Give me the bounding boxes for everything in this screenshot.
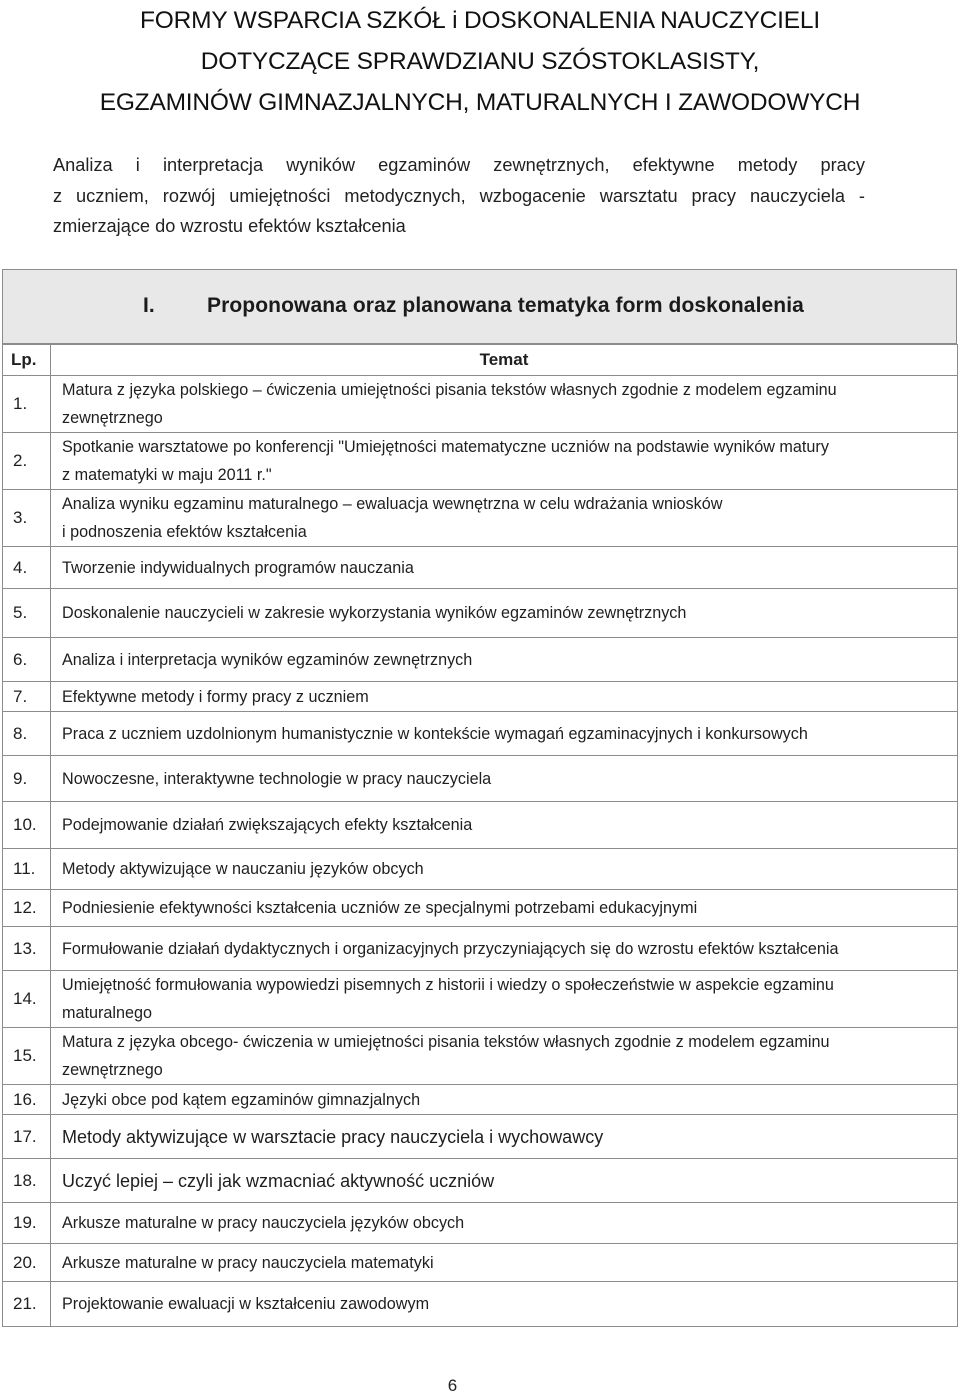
row-number: 19. bbox=[3, 1203, 51, 1244]
topic-line: Arkusze maturalne w pracy nauczyciela języków obcych bbox=[62, 1214, 465, 1232]
title-line-1: FORMY WSPARCIA SZKÓŁ i DOSKONALENIA NAUCZYCIELI bbox=[140, 7, 820, 34]
row-number: 6. bbox=[3, 638, 51, 682]
table-row bbox=[3, 547, 958, 589]
row-topic bbox=[51, 547, 958, 589]
row-topic bbox=[51, 849, 958, 890]
table-row bbox=[3, 1115, 958, 1159]
row-topic bbox=[51, 1115, 958, 1159]
intro-line-2: z uczniem, rozwój umiejętności metodycznych, wzbogacenie warsztatu pracy nauczyciela - bbox=[53, 185, 865, 206]
topic-line: i podnoszenia efektów kształcenia bbox=[62, 523, 307, 541]
table-row bbox=[3, 1244, 958, 1282]
section-header bbox=[2, 269, 957, 344]
table-row bbox=[3, 927, 958, 971]
row-topic bbox=[51, 589, 958, 638]
intro-line-1: Analiza i interpretacja wyników egzaminów zewnętrznych, efektywne metody pracy bbox=[53, 155, 865, 175]
topic-line: Analiza i interpretacja wyników egzaminów zewnętrznych bbox=[62, 650, 473, 669]
row-number: 8. bbox=[3, 712, 51, 756]
table-row bbox=[3, 1028, 958, 1085]
title-line-3: EGZAMINÓW GIMNAZJALNYCH, MATURALNYCH I ZAWODOWYCH bbox=[99, 89, 861, 116]
row-topic bbox=[51, 1203, 958, 1244]
table-row bbox=[3, 490, 958, 547]
topic-line: Nowoczesne, interaktywne technologie w pracy nauczyciela bbox=[62, 769, 492, 788]
row-number: 15. bbox=[3, 1028, 51, 1085]
topic-line: maturalnego bbox=[62, 1004, 152, 1022]
table-row bbox=[3, 1085, 958, 1115]
row-topic bbox=[51, 1028, 958, 1085]
row-number: 5. bbox=[3, 589, 51, 638]
row-topic bbox=[51, 638, 958, 682]
table-row bbox=[3, 1203, 958, 1244]
table-row bbox=[3, 849, 958, 890]
row-topic bbox=[51, 433, 958, 490]
section-title: Proponowana oraz planowana tematyka form doskonalenia bbox=[207, 294, 804, 317]
row-topic bbox=[51, 682, 958, 712]
column-header-lp: Lp. bbox=[3, 345, 51, 376]
row-topic bbox=[51, 712, 958, 756]
topic-line: Matura z języka polskiego – ćwiczenia umiejętności pisania tekstów własnych zgodnie z modelem egzaminu bbox=[62, 381, 837, 399]
table-row bbox=[3, 890, 958, 927]
topic-line: Praca z uczniem uzdolnionym humanistycznie w kontekście wymagań egzaminacyjnych i konkursowych bbox=[62, 724, 808, 743]
topic-line: Arkusze maturalne w pracy nauczyciela matematyki bbox=[62, 1253, 434, 1272]
table-row bbox=[3, 971, 958, 1028]
table-row bbox=[3, 589, 958, 638]
row-topic bbox=[51, 890, 958, 927]
row-number: 3. bbox=[3, 490, 51, 547]
document-title bbox=[0, 0, 960, 123]
topic-line: zewnętrznego bbox=[62, 1061, 163, 1079]
column-header-temat: Temat bbox=[51, 345, 958, 376]
topic-line: Projektowanie ewaluacji w kształceniu zawodowym bbox=[62, 1295, 430, 1313]
table-row bbox=[3, 638, 958, 682]
topic-line: Doskonalenie nauczycieli w zakresie wykorzystania wyników egzaminów zewnętrznych bbox=[62, 604, 687, 622]
topic-line: Umiejętność formułowania wypowiedzi pisemnych z historii i wiedzy o społeczeństwie w aspekcie egzaminu bbox=[62, 976, 834, 994]
page-number: 6 bbox=[447, 1376, 458, 1395]
table-row bbox=[3, 376, 958, 433]
row-topic bbox=[51, 1244, 958, 1282]
table-row bbox=[3, 756, 958, 802]
title-line-2: DOTYCZĄCE SPRAWDZIANU SZÓSTOKLASISTY, bbox=[200, 48, 760, 75]
row-number: 4. bbox=[3, 547, 51, 589]
row-number: 10. bbox=[3, 802, 51, 849]
row-number: 14. bbox=[3, 971, 51, 1028]
row-topic bbox=[51, 376, 958, 433]
topic-line: Tworzenie indywidualnych programów nauczania bbox=[62, 558, 414, 577]
intro-paragraph bbox=[53, 150, 865, 242]
row-topic bbox=[51, 1159, 958, 1203]
row-number: 13. bbox=[3, 927, 51, 971]
row-topic bbox=[51, 490, 958, 547]
row-number: 17. bbox=[3, 1115, 51, 1159]
table-row bbox=[3, 1282, 958, 1327]
row-number: 20. bbox=[3, 1244, 51, 1282]
row-number: 1. bbox=[3, 376, 51, 433]
topic-line: Efektywne metody i formy pracy z uczniem bbox=[62, 687, 369, 706]
topic-line: Podejmowanie działań zwiększających efekty kształcenia bbox=[62, 816, 473, 834]
table-row bbox=[3, 712, 958, 756]
row-number: 12. bbox=[3, 890, 51, 927]
row-number: 18. bbox=[3, 1159, 51, 1203]
row-topic bbox=[51, 1282, 958, 1327]
table-row bbox=[3, 682, 958, 712]
intro-line-3: zmierzające do wzrostu efektów kształcenia bbox=[53, 216, 406, 236]
topic-line: z matematyki w maju 2011 r." bbox=[62, 466, 272, 484]
row-topic bbox=[51, 1085, 958, 1115]
row-topic bbox=[51, 802, 958, 849]
table-row bbox=[3, 802, 958, 849]
topic-line: zewnętrznego bbox=[62, 409, 163, 427]
table-row bbox=[3, 1159, 958, 1203]
topic-line: Języki obce pod kątem egzaminów gimnazjalnych bbox=[62, 1090, 421, 1109]
section-number: I. bbox=[143, 294, 155, 317]
row-number: 21. bbox=[3, 1282, 51, 1327]
table-row bbox=[3, 433, 958, 490]
topic-line: Spotkanie warsztatowe po konferencji "Umiejętności matematyczne uczniów na podstawie wyników matury bbox=[62, 438, 829, 456]
topic-line: Metody aktywizujące w warsztacie pracy nauczyciela i wychowawcy bbox=[62, 1126, 604, 1147]
table-header-row bbox=[3, 345, 958, 376]
row-number: 7. bbox=[3, 682, 51, 712]
topics-table bbox=[2, 344, 958, 1327]
row-number: 2. bbox=[3, 433, 51, 490]
row-topic bbox=[51, 756, 958, 802]
topic-line: Analiza wyniku egzaminu maturalnego – ewaluacja wewnętrzna w celu wdrażania wniosków bbox=[62, 495, 723, 513]
topic-line: Uczyć lepiej – czyli jak wzmacniać aktywność uczniów bbox=[62, 1170, 495, 1191]
row-number: 11. bbox=[3, 849, 51, 890]
row-number: 9. bbox=[3, 756, 51, 802]
row-topic bbox=[51, 927, 958, 971]
topic-line: Metody aktywizujące w nauczaniu języków obcych bbox=[62, 860, 424, 878]
topic-line: Podniesienie efektywności kształcenia uczniów ze specjalnymi potrzebami edukacyjnymi bbox=[62, 899, 698, 917]
topic-line: Formułowanie działań dydaktycznych i organizacyjnych przyczyniających się do wzrostu efektów kształcenia bbox=[62, 939, 839, 958]
row-topic bbox=[51, 971, 958, 1028]
row-number: 16. bbox=[3, 1085, 51, 1115]
topic-line: Matura z języka obcego- ćwiczenia w umiejętności pisania tekstów własnych zgodnie z modelem egzaminu bbox=[62, 1033, 830, 1051]
